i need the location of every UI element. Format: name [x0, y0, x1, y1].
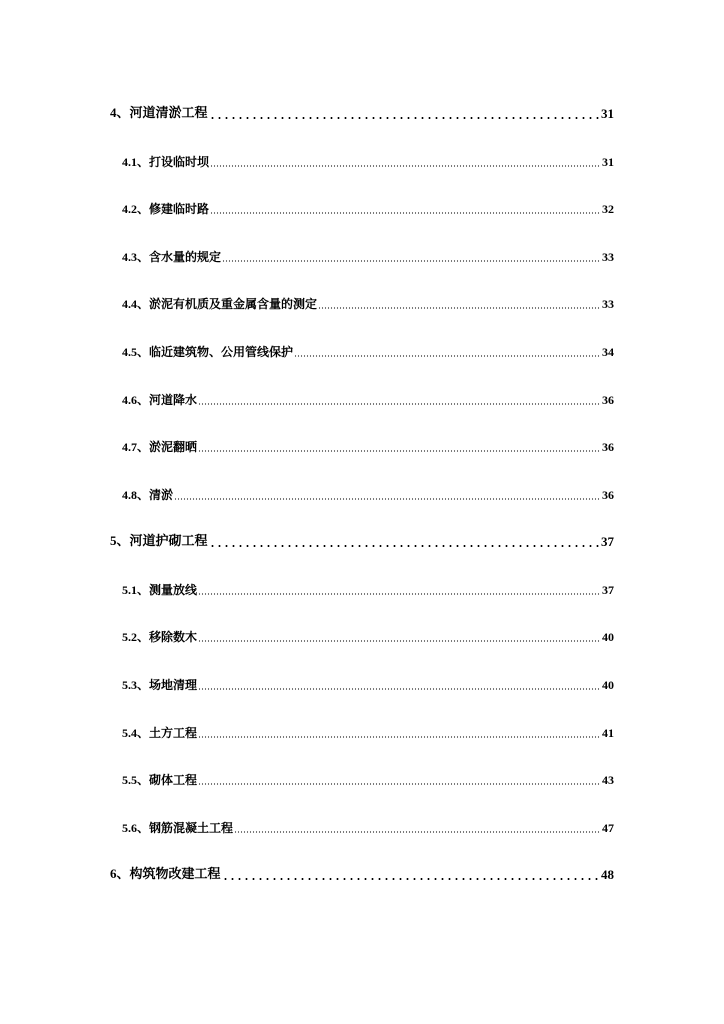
toc-entry-label: [122, 487, 173, 503]
toc-entry-number: 5.1: [122, 583, 137, 597]
toc-entry-number: 5.4: [122, 726, 137, 740]
toc-entry-label: [122, 154, 209, 170]
dot-leader: [222, 249, 601, 265]
dot-leader: [198, 725, 601, 741]
toc-entry-number: 4.8: [122, 488, 137, 502]
toc-entry-title: 、河道护砌工程: [116, 534, 208, 549]
toc-entry-number: 4: [110, 105, 117, 120]
toc-entry-label: [110, 866, 221, 883]
toc-entry-title: 、淤泥翻晒: [137, 440, 198, 454]
toc-entry-page: 47: [602, 821, 614, 835]
toc-entry[interactable]: [110, 534, 614, 550]
toc-entry-number: 4.1: [122, 155, 137, 169]
toc-entry-title: 、临近建筑物、公用管线保护: [137, 345, 294, 359]
dot-leader: [198, 439, 601, 455]
toc-entry-label: [122, 582, 197, 598]
toc-entry-title: 、移除数木: [137, 630, 198, 644]
toc-entry-title: 、河道降水: [137, 393, 198, 407]
toc-entry[interactable]: [122, 154, 614, 170]
dot-leader: [174, 487, 601, 503]
toc-entry-title: 、修建临时路: [137, 202, 210, 216]
dot-leader: [209, 534, 600, 550]
toc-entry-label: [122, 725, 197, 741]
dot-leader: [210, 201, 601, 217]
toc-entry-page: 32: [602, 202, 614, 216]
toc-entry-number: 5.2: [122, 630, 137, 644]
toc-entry-label: [122, 772, 197, 788]
toc-entry-number: 4.4: [122, 297, 137, 311]
toc-entry-title: 、清淤: [137, 488, 174, 502]
toc-entry-label: [122, 392, 197, 408]
toc-entry-title: 、淤泥有机质及重金属含量的测定: [137, 297, 318, 311]
toc-entry[interactable]: [122, 725, 614, 741]
toc-entry-label: [122, 677, 197, 693]
toc-entry-page: 37: [601, 534, 614, 549]
toc-entry[interactable]: [122, 392, 614, 408]
toc-entry[interactable]: [110, 867, 614, 883]
toc-entry-number: 6: [110, 866, 117, 881]
dot-leader: [198, 629, 601, 645]
toc-entry[interactable]: [122, 677, 614, 693]
toc-entry-page: 36: [602, 488, 614, 502]
toc-entry[interactable]: [110, 106, 614, 122]
toc-entry-page: 36: [602, 393, 614, 407]
dot-leader: [210, 154, 601, 170]
toc-entry[interactable]: [122, 629, 614, 645]
toc-entry-title: 、构筑物改建工程: [116, 867, 221, 882]
toc-entry-number: 4.6: [122, 393, 137, 407]
toc-entry-label: [122, 296, 317, 312]
toc-entry-number: 4.7: [122, 440, 137, 454]
toc-entry-page: 33: [602, 250, 614, 264]
dot-leader: [222, 867, 600, 883]
toc-entry-number: 4.5: [122, 345, 137, 359]
toc-entry-page: 31: [601, 106, 614, 121]
toc-entry[interactable]: [122, 249, 614, 265]
toc-entry-label: [122, 439, 197, 455]
toc-entry-number: 5.5: [122, 773, 137, 787]
toc-entry-page: 40: [602, 678, 614, 692]
toc-entry[interactable]: [122, 201, 614, 217]
toc-entry-title: 、钢筋混凝土工程: [137, 821, 234, 835]
toc-entry-title: 、打设临时坝: [137, 155, 210, 169]
toc-entry-label: [110, 533, 208, 550]
dot-leader: [198, 392, 601, 408]
toc-entry[interactable]: [122, 296, 614, 312]
toc-entry-number: 5.3: [122, 678, 137, 692]
dot-leader: [198, 677, 601, 693]
dot-leader: [234, 820, 601, 836]
toc-entry-number: 5.6: [122, 821, 137, 835]
toc-entry-page: 40: [602, 630, 614, 644]
toc-entry-label: [110, 105, 208, 122]
toc-entry-label: [122, 820, 233, 836]
toc-entry-page: 37: [602, 583, 614, 597]
dot-leader: [294, 344, 601, 360]
toc-entry-page: 48: [601, 867, 614, 882]
dot-leader: [198, 582, 601, 598]
toc-entry[interactable]: [122, 344, 614, 360]
toc-entry-number: 4.3: [122, 250, 137, 264]
toc-entry[interactable]: [122, 820, 614, 836]
toc-entry-title: 、砌体工程: [137, 773, 198, 787]
toc-entry[interactable]: [122, 487, 614, 503]
toc-entry-title: 、河道清淤工程: [116, 106, 208, 121]
toc-entry-title: 、场地清理: [137, 678, 198, 692]
toc-entry-page: 43: [602, 773, 614, 787]
toc-entry-title: 、土方工程: [137, 726, 198, 740]
toc-entry-page: 33: [602, 297, 614, 311]
toc-entry[interactable]: [122, 772, 614, 788]
toc-entry-title: 、含水量的规定: [137, 250, 222, 264]
toc-entry-page: 41: [602, 726, 614, 740]
toc-entry-label: [122, 344, 293, 360]
toc-entry-label: [122, 249, 221, 265]
toc-entry-label: [122, 201, 209, 217]
toc-entry-title: 、测量放线: [137, 583, 198, 597]
toc-entry-page: 31: [602, 155, 614, 169]
toc-entry[interactable]: [122, 439, 614, 455]
toc-entry-number: 4.2: [122, 202, 137, 216]
toc-entry[interactable]: [122, 582, 614, 598]
toc-entry-page: 36: [602, 440, 614, 454]
dot-leader: [198, 772, 601, 788]
toc-entry-label: [122, 629, 197, 645]
toc-entry-page: 34: [602, 345, 614, 359]
dot-leader: [209, 106, 600, 122]
dot-leader: [318, 296, 601, 312]
toc-entry-number: 5: [110, 533, 117, 548]
